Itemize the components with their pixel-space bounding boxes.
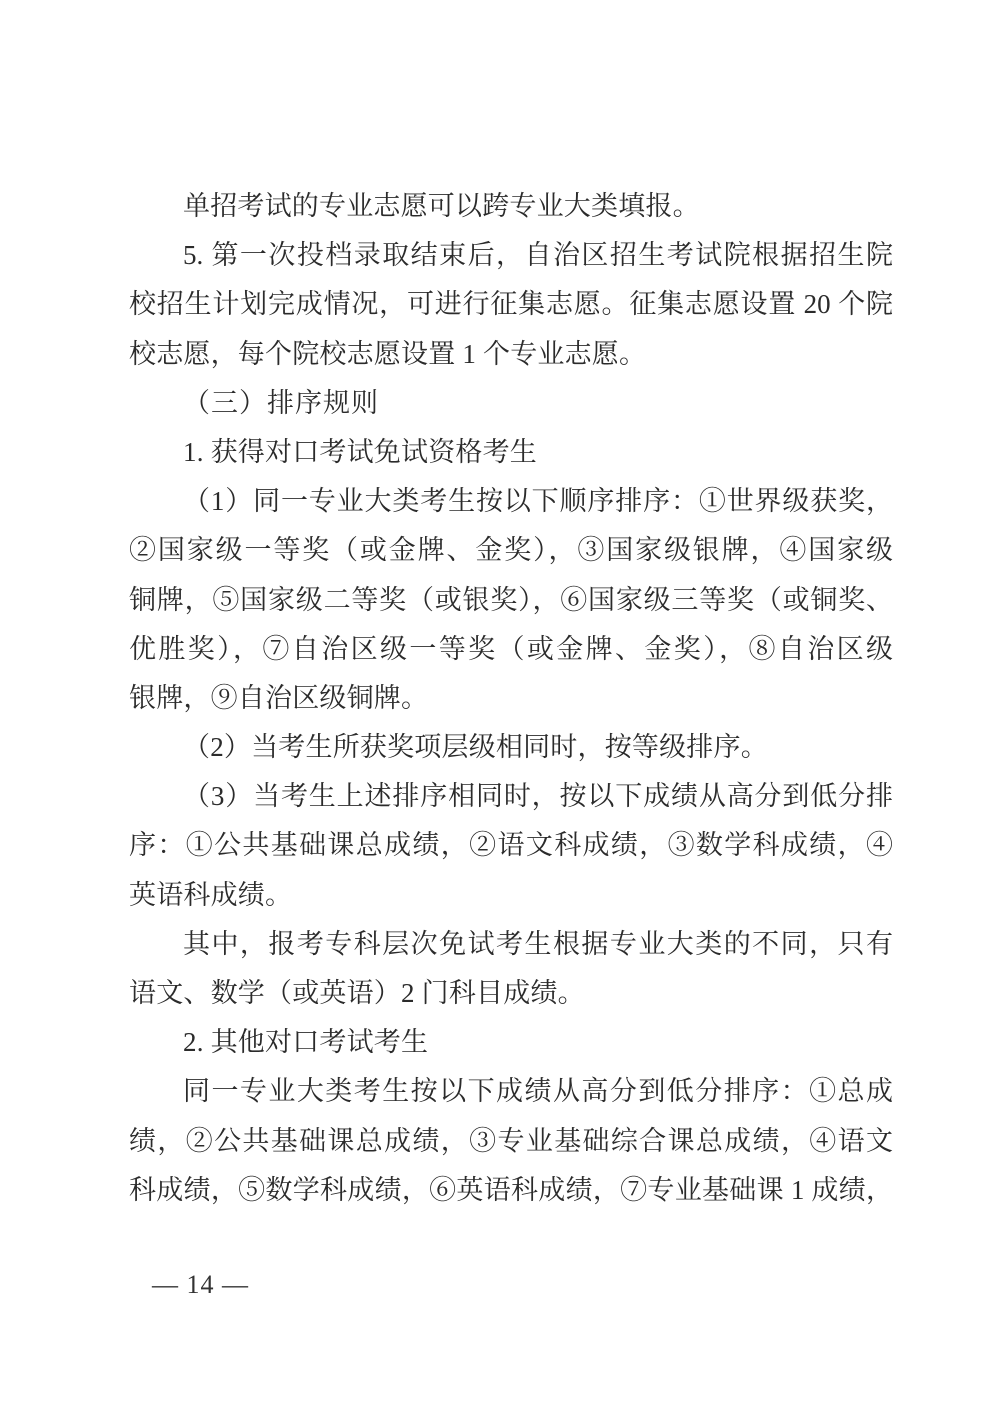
- text-line: （2）当考生所获奖项层级相同时，按等级排序。: [183, 732, 768, 763]
- text-line: 同一专业大类考生按以下成绩从高分到低分排序：①总成: [183, 1076, 893, 1107]
- page-number: — 14 —: [152, 1270, 249, 1299]
- text-line: 银牌，⑨自治区级铜牌。: [129, 682, 429, 713]
- text-line: 语文、数学（或英语）2 门科目成绩。: [129, 978, 585, 1008]
- section-heading: （三）排序规则: [183, 387, 379, 418]
- text-line: 校志愿，每个院校志愿设置 1 个专业志愿。: [129, 338, 647, 369]
- text-line: 单招考试的专业志愿可以跨专业大类填报。: [183, 191, 700, 221]
- text-line: 英语科成绩。: [129, 879, 293, 910]
- text-line: ②国家级一等奖（或金牌、金奖），③国家级银牌，④国家级: [129, 535, 893, 566]
- text-line: 序：①公共基础课总成绩，②语文科成绩，③数学科成绩，④: [129, 830, 893, 861]
- text-line: 其中，报考专科层次免试考生根据专业大类的不同，只有: [183, 928, 893, 959]
- text-line: 科成绩，⑤数学科成绩，⑥英语科成绩，⑦专业基础课 1 成绩，: [129, 1174, 893, 1205]
- text-line: （3）当考生上述排序相同时，按以下成绩从高分到低分排: [183, 781, 893, 812]
- text-line: 绩，②公共基础课总成绩，③专业基础综合课总成绩，④语文: [129, 1125, 893, 1156]
- text-line: 优胜奖），⑦自治区级一等奖（或金牌、金奖），⑧自治区级: [129, 633, 893, 664]
- text-line: 校招生计划完成情况，可进行征集志愿。征集志愿设置 20 个院: [129, 289, 893, 320]
- text-line: （1）同一专业大类考生按以下顺序排序：①世界级获奖，: [183, 486, 893, 517]
- text-line: 1. 获得对口考试免试资格考生: [183, 436, 537, 467]
- text-line: 2. 其他对口考试考生: [183, 1027, 429, 1058]
- text-line: 5. 第一次投档录取结束后，自治区招生考试院根据招生院: [183, 240, 893, 271]
- text-line: 铜牌，⑤国家级二等奖（或银奖），⑥国家级三等奖（或铜奖、: [129, 584, 893, 615]
- document-body: [129, 182, 893, 1215]
